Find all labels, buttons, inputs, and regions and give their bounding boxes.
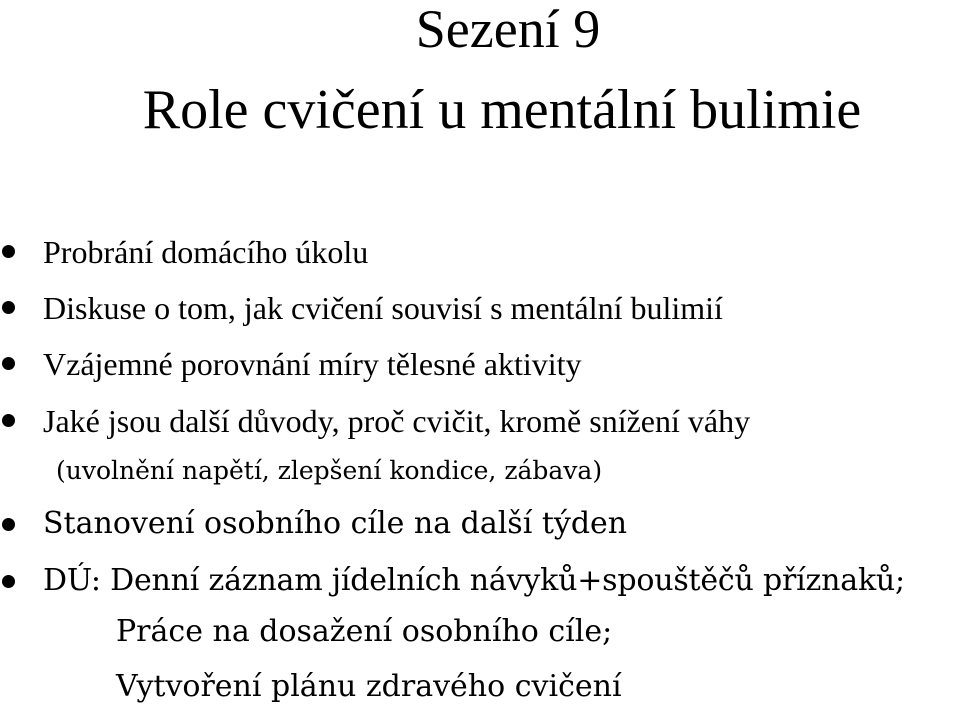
list-item — [0, 401, 960, 441]
bullet-text: Diskuse o tom, jak cvičení souvisí s mentální bulimií — [43, 290, 723, 326]
bullet-dot-icon — [2, 245, 15, 258]
list-item — [0, 232, 960, 272]
list-item — [0, 562, 960, 602]
list-item — [0, 288, 960, 328]
list-item — [0, 505, 960, 545]
bullet-text: DÚ: Denní záznam jídelních návyků+spouštěčů příznaků; — [43, 563, 905, 598]
bullet-text: Vzájemné porovnání míry tělesné aktivity — [43, 346, 582, 382]
bullet-dot-icon — [2, 301, 15, 314]
continuation-line: Vytvoření plánu zdravého cvičení — [116, 669, 622, 704]
bullet-dot-icon — [2, 357, 15, 370]
bullet-dot-icon — [2, 414, 15, 427]
bullet-text: Stanovení osobního cíle na další týden — [43, 506, 628, 541]
bullet-text: Probrání domácího úkolu — [43, 234, 369, 270]
list-item — [0, 344, 960, 384]
bullet-dot-icon — [2, 575, 15, 588]
bullet-subnote: (uvolnění napětí, zlepšení kondice, zábava) — [56, 456, 603, 485]
continuation-line: Práce na dosažení osobního cíle; — [116, 614, 613, 649]
slide-title-line2: Role cvičení u mentální bulimie — [142, 79, 862, 141]
slide-title-line1: Sezení 9 — [415, 0, 601, 59]
bullet-dot-icon — [2, 518, 15, 531]
bullet-text: Jaké jsou další důvody, proč cvičit, kromě snížení váhy — [43, 403, 751, 439]
